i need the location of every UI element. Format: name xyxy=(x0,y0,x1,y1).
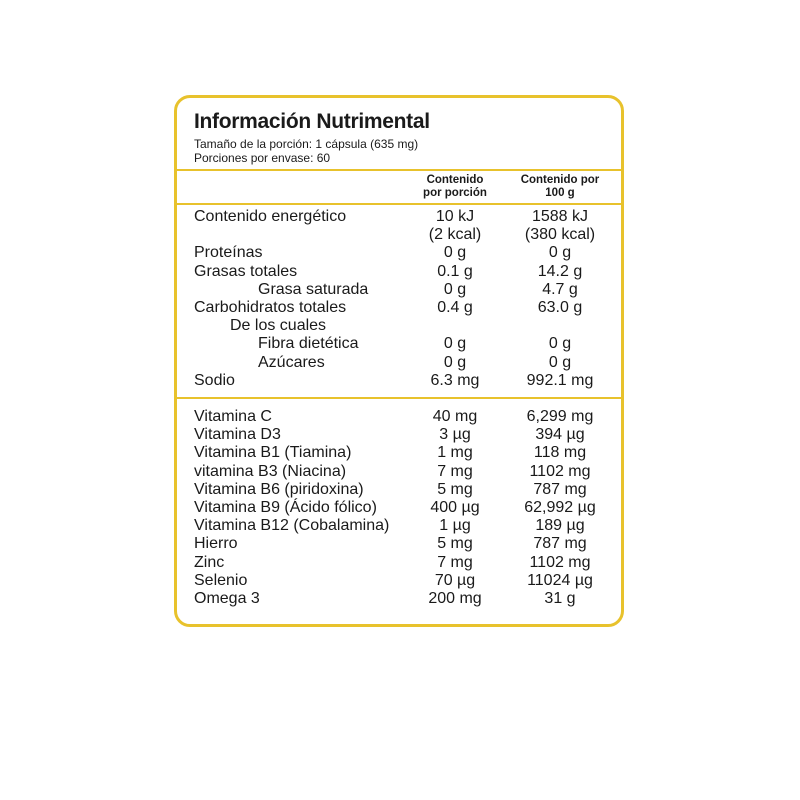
nutrient-row xyxy=(194,426,614,444)
nutrient-row xyxy=(194,463,614,481)
nutrient-row xyxy=(194,335,614,353)
per-serving-value: 0 g xyxy=(443,244,467,262)
per-serving-value: 1 µg xyxy=(439,517,471,535)
per-serving-value: 5 mg xyxy=(437,480,473,498)
nutrient-row xyxy=(194,317,614,335)
per-serving-value: 0.1 g xyxy=(437,262,473,280)
nutrient-row xyxy=(194,244,614,262)
nutrient-row xyxy=(194,208,614,226)
nutrient-name: De los cuales xyxy=(230,317,327,335)
per-100g-value: 189 µg xyxy=(535,517,585,535)
per-100g-value: 63.0 g xyxy=(537,298,583,316)
nutrient-name: Vitamina D3 xyxy=(194,426,281,444)
serving-size: Tamaño de la porción: 1 cápsula (635 mg) xyxy=(194,137,419,151)
per-serving-value: 40 mg xyxy=(432,408,478,425)
per-100g-value: 787 mg xyxy=(533,480,587,498)
nutrient-row xyxy=(194,444,614,462)
nutrient-row xyxy=(194,554,614,572)
nutrient-name: Contenido energético xyxy=(194,208,347,225)
nutrient-row xyxy=(194,572,614,590)
per-100g-value: 31 g xyxy=(544,589,576,607)
per-100g-value: 1102 mg xyxy=(529,462,591,480)
servings-per-container: Porciones por envase: 60 xyxy=(194,151,331,165)
nutrient-name: Vitamina B9 (Ácido fólico) xyxy=(194,498,377,516)
per-serving-value: 0 g xyxy=(443,335,467,353)
nutrient-name: vitamina B3 (Niacina) xyxy=(194,462,347,480)
micro-nutrients xyxy=(194,408,614,608)
per-100g-value: 14.2 g xyxy=(537,262,583,280)
nutrient-name: Azúcares xyxy=(258,353,325,371)
nutrient-row xyxy=(194,299,614,317)
divider xyxy=(177,397,621,399)
per-serving-value: 3 µg xyxy=(439,426,471,444)
nutrient-row xyxy=(194,408,614,426)
nutrient-name: Vitamina C xyxy=(194,408,272,425)
header-per-serving: Contenido por porción xyxy=(423,174,487,199)
per-serving-value: 7 mg xyxy=(437,553,473,571)
per-serving-value: 10 kJ xyxy=(435,208,475,225)
per-100g-value: 394 µg xyxy=(535,426,585,444)
nutrient-row xyxy=(194,372,614,390)
nutrient-row xyxy=(194,481,614,499)
header-per-100g: Contenido por 100 g xyxy=(520,174,600,199)
divider xyxy=(177,169,621,171)
per-serving-value: 0 g xyxy=(443,280,467,298)
nutrient-name: Grasas totales xyxy=(194,262,298,280)
per-serving-value: 7 mg xyxy=(437,462,473,480)
nutrient-row xyxy=(194,590,614,608)
per-100g-value: 1588 kJ xyxy=(531,208,589,225)
per-100g-value: 11024 µg xyxy=(527,571,593,589)
per-serving-value: 6.3 mg xyxy=(430,371,480,389)
per-serving-value: 1 mg xyxy=(437,444,473,462)
nutrient-name: Sodio xyxy=(194,371,235,389)
per-100g-value: 0 g xyxy=(548,335,572,353)
per-100g-value: 992.1 mg xyxy=(526,371,594,389)
nutrient-name: Hierro xyxy=(194,535,238,553)
nutrient-name: Vitamina B6 (piridoxina) xyxy=(194,480,364,498)
nutrient-row xyxy=(194,281,614,299)
per-serving-value: 70 µg xyxy=(434,571,476,589)
divider xyxy=(177,203,621,205)
nutrient-row xyxy=(194,226,614,244)
macro-nutrients xyxy=(194,208,614,390)
nutrient-name: Selenio xyxy=(194,571,248,589)
nutrient-row xyxy=(194,535,614,553)
nutrient-name: Omega 3 xyxy=(194,589,260,607)
per-100g-value: 118 mg xyxy=(533,444,587,462)
per-serving-value: 0.4 g xyxy=(437,298,473,316)
per-serving-value: 400 µg xyxy=(430,498,480,516)
per-100g-value: 62,992 µg xyxy=(524,498,596,516)
per-100g-value: (380 kcal) xyxy=(524,226,596,244)
nutrient-name: Fibra dietética xyxy=(258,335,359,353)
per-100g-value: 6,299 mg xyxy=(526,408,594,425)
per-serving-value: 0 g xyxy=(443,353,467,371)
nutrient-name: Carbohidratos totales xyxy=(194,298,347,316)
nutrient-name: Proteínas xyxy=(194,244,263,262)
per-serving-value: 5 mg xyxy=(437,535,473,553)
per-100g-value: 0 g xyxy=(548,244,572,262)
per-100g-value: 0 g xyxy=(548,353,572,371)
per-100g-value: 4.7 g xyxy=(542,280,578,298)
nutrient-row xyxy=(194,517,614,535)
nutrient-name: Grasa saturada xyxy=(258,280,369,298)
per-serving-value: 200 mg xyxy=(428,589,482,607)
nutrient-row xyxy=(194,354,614,372)
per-100g-value: 1102 mg xyxy=(529,553,591,571)
nutrient-row xyxy=(194,263,614,281)
nutrient-name: Vitamina B12 (Cobalamina) xyxy=(194,517,390,535)
nutrient-name: Zinc xyxy=(194,553,225,571)
nutrient-name: Vitamina B1 (Tiamina) xyxy=(194,444,352,462)
label-title: Información Nutrimental xyxy=(194,110,430,133)
per-100g-value: 787 mg xyxy=(533,535,587,553)
per-serving-value: (2 kcal) xyxy=(428,226,482,244)
nutrient-row xyxy=(194,499,614,517)
